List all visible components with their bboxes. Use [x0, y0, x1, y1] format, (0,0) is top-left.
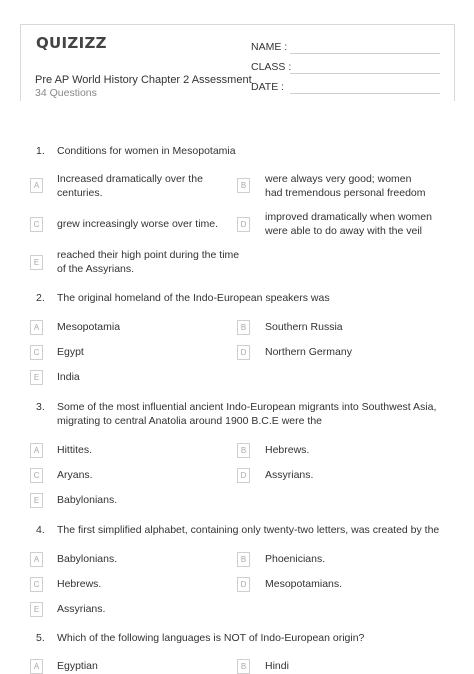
question-text: Conditions for women in Mesopotamia	[57, 145, 236, 157]
option-box-d[interactable]: D	[237, 217, 250, 232]
option-box-e[interactable]: E	[30, 493, 43, 508]
option-text: Hebrews.	[57, 578, 102, 590]
option-text: Egypt	[57, 346, 84, 358]
question-text-continued: migrating to central Anatolia around 1900 B.C.E were the	[57, 415, 322, 427]
date-label: DATE :	[251, 81, 285, 93]
option-text: improved dramatically when women were able to do away with the veil	[265, 211, 432, 237]
option-box-e[interactable]: E	[30, 370, 43, 385]
question-number: 2.	[36, 292, 45, 304]
option-box-d[interactable]: D	[237, 345, 250, 360]
option-text: Babylonians.	[57, 553, 118, 565]
option-box-e[interactable]: E	[30, 255, 43, 270]
question-count: 34 Questions	[35, 87, 97, 99]
option-text: India	[57, 371, 80, 383]
option-text: reached their high point during the time of the Assyrians.	[57, 249, 240, 275]
quizizz-logo: QUIZIZZ	[36, 34, 107, 52]
option-box-c[interactable]: C	[30, 468, 43, 483]
option-box-b[interactable]: B	[237, 178, 250, 193]
option-text: Babylonians.	[57, 494, 118, 506]
worksheet-title: Pre AP World History Chapter 2 Assessment	[35, 74, 252, 86]
question-number: 4.	[36, 524, 45, 536]
option-text: Assyrians.	[57, 603, 106, 615]
option-text: Aryans.	[57, 469, 93, 481]
class-field[interactable]	[290, 73, 440, 74]
option-box-c[interactable]: C	[30, 577, 43, 592]
question-number: 3.	[36, 401, 45, 413]
question-number: 1.	[36, 145, 45, 157]
question-text: The first simplified alphabet, containing only twenty-two letters, was created by the	[57, 524, 440, 536]
option-box-a[interactable]: A	[30, 443, 43, 458]
name-field[interactable]	[290, 53, 440, 54]
option-box-d[interactable]: D	[237, 577, 250, 592]
option-box-e[interactable]: E	[30, 602, 43, 617]
question-text: The original homeland of the Indo-European speakers was	[57, 292, 330, 304]
question-text: Which of the following languages is NOT of Indo-European origin?	[57, 632, 365, 644]
date-field[interactable]	[290, 93, 440, 94]
option-text: grew increasingly worse over time.	[57, 218, 219, 230]
option-text: Hindi	[265, 660, 289, 672]
option-text: Hittites.	[57, 444, 93, 456]
option-box-a[interactable]: A	[30, 178, 43, 193]
option-text: were always very good; women had tremendous personal freedom	[265, 173, 426, 199]
option-box-b[interactable]: B	[237, 320, 250, 335]
option-text: Phoenicians.	[265, 553, 326, 565]
option-box-a[interactable]: A	[30, 659, 43, 674]
option-box-b[interactable]: B	[237, 659, 250, 674]
option-box-a[interactable]: A	[30, 552, 43, 567]
option-text: Northern Germany	[265, 346, 352, 358]
class-label: CLASS :	[251, 61, 292, 73]
option-box-c[interactable]: C	[30, 217, 43, 232]
question-text: Some of the most influential ancient Indo-European migrants into Southwest Asia,	[57, 401, 437, 413]
name-label: NAME :	[251, 41, 288, 53]
option-text: Mesopotamians.	[265, 578, 343, 590]
option-text: Southern Russia	[265, 321, 343, 333]
option-box-b[interactable]: B	[237, 552, 250, 567]
option-box-a[interactable]: A	[30, 320, 43, 335]
option-box-d[interactable]: D	[237, 468, 250, 483]
option-text: Increased dramatically over the centuries.	[57, 173, 203, 199]
option-box-c[interactable]: C	[30, 345, 43, 360]
option-box-b[interactable]: B	[237, 443, 250, 458]
option-text: Hebrews.	[265, 444, 310, 456]
question-number: 5.	[36, 632, 45, 644]
option-text: Mesopotamia	[57, 321, 121, 333]
option-text: Egyptian	[57, 660, 98, 672]
option-text: Assyrians.	[265, 469, 314, 481]
